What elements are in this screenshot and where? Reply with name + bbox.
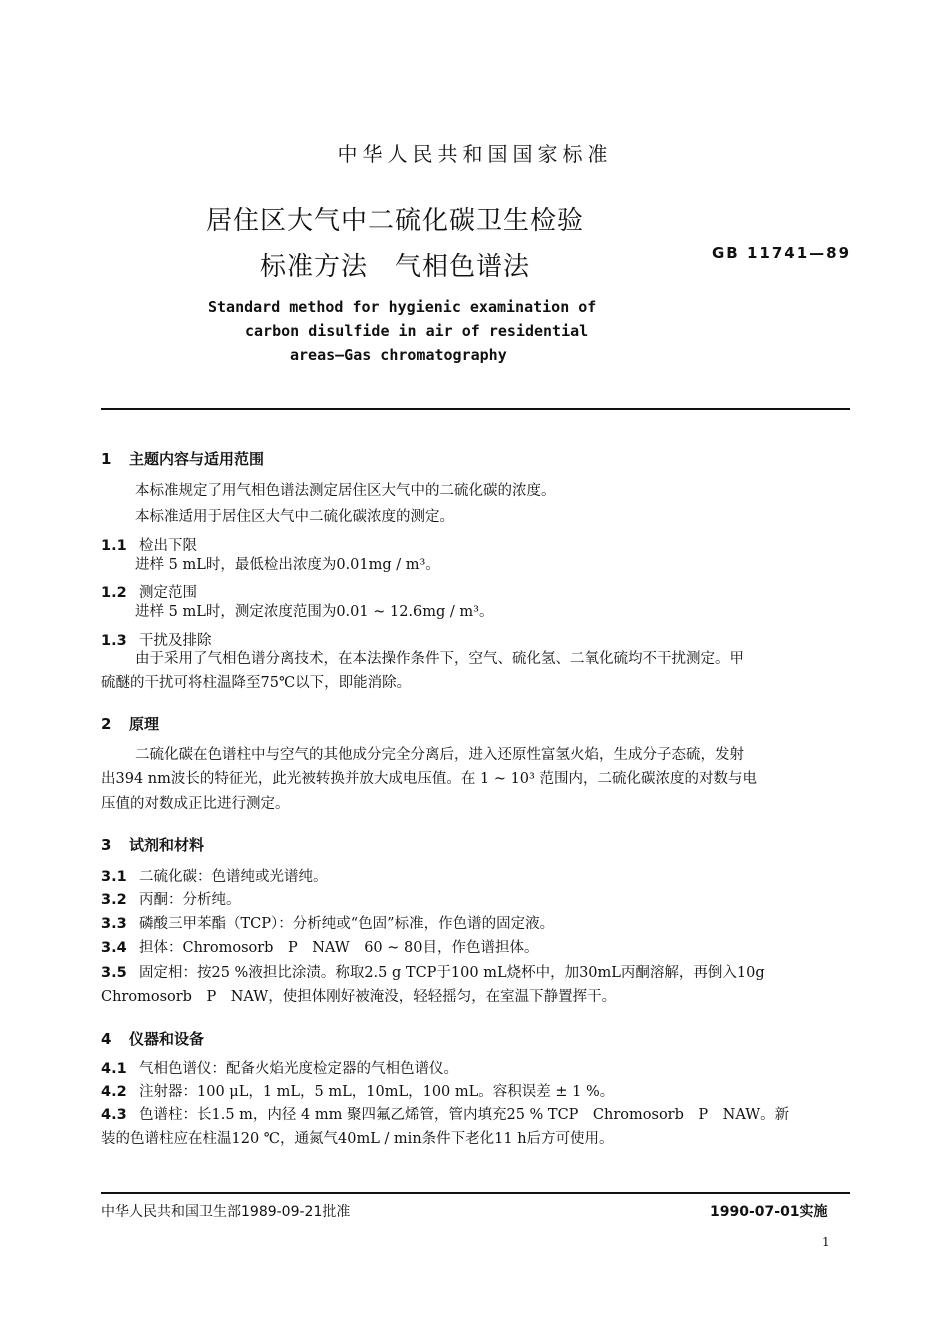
section-4-heading (101, 1028, 204, 1049)
subsection-title: 测定范围 (139, 585, 197, 601)
standard-number: GB 11741—89 (712, 244, 852, 262)
list-item (101, 893, 241, 909)
item-number: 3.1 (101, 869, 127, 885)
section-number: 3 (101, 836, 112, 854)
title-en-line1: Standard method for hygienic examination of (208, 298, 597, 316)
paragraph-line: 装的色谱柱应在柱温120 ℃，通氮气40mL / min条件下老化11 h后方可使用。 (101, 1131, 614, 1147)
paragraph-line: 二硫化碳在色谱柱中与空气的其他成分完全分离后，进入还原性富氢火焰，生成分子态硫，发射 (135, 747, 744, 763)
list-item (101, 1108, 789, 1124)
title-en-line2: carbon disulfide in air of residential (245, 322, 589, 340)
section-title: 主题内容与适用范围 (129, 450, 265, 468)
paragraph-line: Chromosorb P NAW，使担体刚好被淹没，轻轻摇匀，在室温下静置挥干。 (101, 989, 617, 1005)
national-standard-heading: 中华人民共和国国家标准 (337, 142, 613, 166)
item-number: 4.3 (101, 1107, 127, 1123)
subsection-1-2-heading (101, 581, 197, 602)
paragraph: 本标准适用于居住区大气中二硫化碳浓度的测定。 (135, 509, 454, 525)
item-text: 色谱柱：长1.5 m，内径 4 mm 聚四氟乙烯管，管内填充25 % TCP Chromosorb P NAW。新 (139, 1107, 790, 1123)
item-text: 气相色谱仪：配备火焰光度检定器的气相色谱仪。 (139, 1061, 458, 1077)
list-item (101, 1062, 458, 1078)
item-number: 3.3 (101, 916, 127, 932)
paragraph-line: 由于采用了气相色谱分离技术，在本法操作条件下，空气、硫化氢、二氧化硫均不干扰测定。甲 (135, 651, 744, 667)
section-title: 试剂和材料 (129, 836, 205, 854)
approval-note: 中华人民共和国卫生部1989-09-21批准 (101, 1204, 351, 1220)
header-divider (101, 408, 850, 410)
list-item (101, 917, 554, 933)
title-zh-line2: 标准方法 气相色谱法 (260, 252, 531, 282)
item-number: 3.2 (101, 892, 127, 908)
item-number: 3.5 (101, 965, 127, 981)
item-text: 二硫化碳：色谱纯或光谱纯。 (139, 869, 328, 885)
item-number: 3.4 (101, 940, 127, 956)
page-number: 1 (822, 1235, 830, 1249)
section-2-heading (101, 713, 159, 734)
subsection-title: 干扰及排除 (139, 633, 212, 649)
list-item (101, 1085, 614, 1101)
list-item (101, 870, 328, 886)
subsection-1-1-heading (101, 534, 197, 555)
section-number: 1 (101, 450, 112, 468)
paragraph: 本标准规定了用气相色谱法测定居住区大气中的二硫化碳的浓度。 (135, 483, 556, 499)
paragraph: 进样 5 mL时，最低检出浓度为0.01mg / m³。 (135, 557, 440, 573)
item-number: 4.1 (101, 1061, 127, 1077)
item-text: 磷酸三甲苯酯（TCP）：分析纯或“色固”标准，作色谱的固定液。 (139, 916, 555, 932)
subsection-number: 1.2 (101, 585, 127, 601)
paragraph-line: 出394 nm波长的特征光，此光被转换并放大成电压值。在 1 ~ 10³ 范围内，二硫化碳浓度的对数与电 (101, 771, 757, 787)
list-item (101, 966, 765, 982)
subsection-number: 1.1 (101, 538, 127, 554)
paragraph-line: 硫醚的干扰可将柱温降至75℃以下，即能消除。 (101, 675, 412, 691)
section-3-heading (101, 834, 204, 855)
item-text: 丙酮：分析纯。 (139, 892, 241, 908)
title-zh-line1: 居住区大气中二硫化碳卫生检验 (206, 206, 585, 236)
section-title: 原理 (129, 715, 160, 733)
section-number: 2 (101, 715, 112, 733)
title-en-line3: areas—Gas chromatography (290, 346, 507, 364)
subsection-1-3-heading (101, 629, 212, 650)
implementation-date: 1990-07-01实施 (710, 1204, 828, 1220)
subsection-number: 1.3 (101, 633, 127, 649)
paragraph: 进样 5 mL时，测定浓度范围为0.01 ~ 12.6mg / m³。 (135, 604, 494, 620)
item-text: 固定相：按25 %液担比涂渍。称取2.5 g TCP于100 mL烧杯中，加30mL丙酮溶解，再倒入10g (139, 965, 765, 981)
item-text: 注射器：100 μL，1 mL，5 mL，10mL，100 mL。容积误差 ± 1 %。 (139, 1084, 615, 1100)
item-text: 担体：Chromosorb P NAW 60 ~ 80目，作色谱担体。 (139, 940, 539, 956)
paragraph-line: 压值的对数成正比进行测定。 (101, 796, 290, 812)
list-item (101, 941, 538, 957)
section-title: 仪器和设备 (129, 1030, 205, 1048)
section-number: 4 (101, 1030, 112, 1048)
footer-divider (101, 1192, 850, 1194)
section-1-heading (101, 448, 264, 469)
item-number: 4.2 (101, 1084, 127, 1100)
subsection-title: 检出下限 (139, 538, 197, 554)
